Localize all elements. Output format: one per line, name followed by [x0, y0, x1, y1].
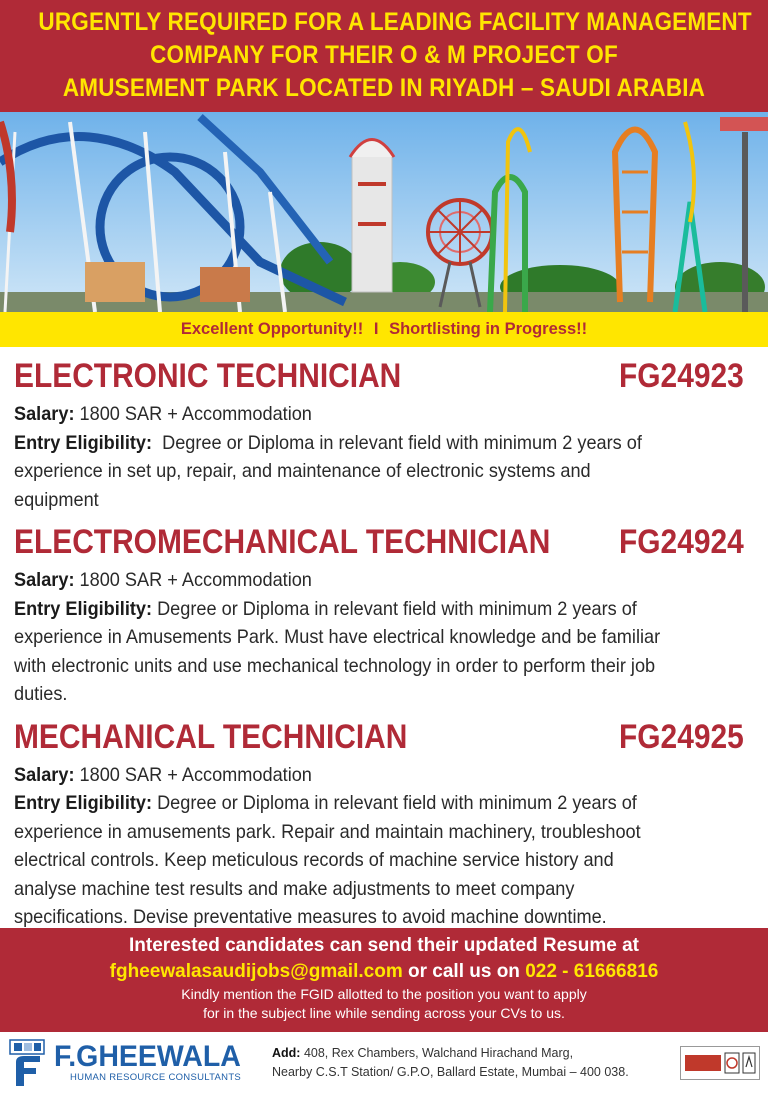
job-mechanical-technician — [0, 713, 768, 932]
header-line-1: URGENTLY REQUIRED FOR A LEADING FACILITY MANAGEMENT — [38, 8, 752, 36]
eligibility-label: Entry Eligibility: — [14, 792, 153, 814]
address-line-1 — [272, 1044, 672, 1063]
company-tagline: HUMAN RESOURCE CONSULTANTS — [70, 1072, 242, 1083]
email-link[interactable]: fgheewalasaudijobs@gmail.com — [109, 961, 403, 982]
job-header — [14, 352, 754, 400]
eligibility-label: Entry Eligibility: — [14, 431, 153, 454]
footer — [0, 1032, 768, 1094]
header-banner — [0, 0, 768, 112]
address-text: 408, Rex Chambers, Walchand Hirachand Marg, — [300, 1046, 574, 1060]
salary-line — [14, 761, 755, 790]
salary-value: 1800 SAR + Accommodation — [74, 403, 312, 425]
certification-badge-icon — [680, 1046, 760, 1080]
salary-value: 1800 SAR + Accommodation — [74, 763, 312, 786]
eligibility-line: duties. — [14, 683, 68, 705]
company-address — [272, 1044, 672, 1082]
opportunity-text: Excellent Opportunity!! — [180, 320, 364, 338]
amusement-park-photo — [0, 112, 768, 312]
job-listings — [0, 352, 768, 932]
eligibility-line — [14, 429, 755, 458]
contact-details — [0, 959, 768, 985]
contact-note-1: Kindly mention the FGID allotted to the position you want to apply — [181, 986, 587, 1002]
eligibility-line: experience in set up, repair, and maintenance of electronic systems and — [14, 460, 591, 482]
salary-label: Salary: — [14, 569, 75, 591]
salary-line — [14, 400, 755, 429]
eligibility-label: Entry Eligibility: — [14, 597, 153, 620]
contact-note-2: for in the subject line while sending across your CVs to us. — [203, 1005, 565, 1021]
eligibility-line: with electronic units and use mechanical technology in order to perform their job — [14, 654, 656, 677]
job-electronic-technician — [0, 352, 768, 514]
job-code: FG24925 — [619, 717, 744, 756]
company-logo-icon — [8, 1038, 46, 1088]
eligibility-line: electrical controls. Keep meticulous records of machine service history and — [14, 849, 614, 871]
banner-separator: I — [373, 320, 379, 338]
salary-value: 1800 SAR + Accommodation — [74, 569, 312, 591]
header-line-3: AMUSEMENT PARK LOCATED IN RIYADH – SAUDI ARABIA — [62, 74, 706, 102]
eligibility-line: analyse machine test results and make adjustments to meet company — [14, 877, 575, 900]
eligibility-text: Degree or Diploma in relevant field with minimum 2 years of — [152, 597, 637, 620]
job-title: MECHANICAL TECHNICIAN — [14, 717, 408, 756]
job-code: FG24924 — [619, 523, 744, 561]
phone-number[interactable]: 022 - 61666816 — [525, 961, 659, 982]
shortlisting-text: Shortlisting in Progress!! — [389, 320, 588, 338]
contact-intro: Interested candidates can send their updated Resume at — [129, 935, 639, 956]
eligibility-line: specifications. Devise preventative measures to avoid machine downtime. — [14, 906, 607, 928]
eligibility-text: Degree or Diploma in relevant field with minimum 2 years of — [152, 431, 642, 454]
job-header — [14, 518, 754, 566]
company-brand: F.GHEEWALA — [54, 1040, 241, 1073]
job-electromechanical-technician — [0, 518, 768, 709]
call-text: or call us on — [402, 961, 526, 982]
salary-label: Salary: — [14, 403, 75, 425]
contact-section — [0, 928, 768, 1032]
job-title: ELECTRONIC TECHNICIAN — [14, 357, 402, 395]
address-label: Add: — [272, 1046, 301, 1060]
eligibility-line — [14, 789, 755, 818]
job-title: ELECTROMECHANICAL TECHNICIAN — [14, 523, 551, 561]
header-line-2: COMPANY FOR THEIR O & M PROJECT OF — [150, 41, 618, 69]
salary-line — [14, 566, 755, 595]
job-code: FG24923 — [619, 357, 744, 395]
address-line-2: Nearby C.S.T Station/ G.P.O, Ballard Estate, Mumbai – 400 038. — [272, 1065, 629, 1079]
eligibility-line: experience in amusements park. Repair and maintain machinery, troubleshoot — [14, 820, 641, 843]
eligibility-line: equipment — [14, 488, 99, 511]
eligibility-line: experience in Amusements Park. Must have electrical knowledge and be familiar — [14, 626, 661, 648]
eligibility-line — [14, 595, 755, 624]
job-header — [14, 713, 754, 761]
eligibility-text: Degree or Diploma in relevant field with minimum 2 years of — [152, 792, 637, 814]
opportunity-banner — [0, 312, 768, 347]
salary-label: Salary: — [14, 763, 75, 786]
